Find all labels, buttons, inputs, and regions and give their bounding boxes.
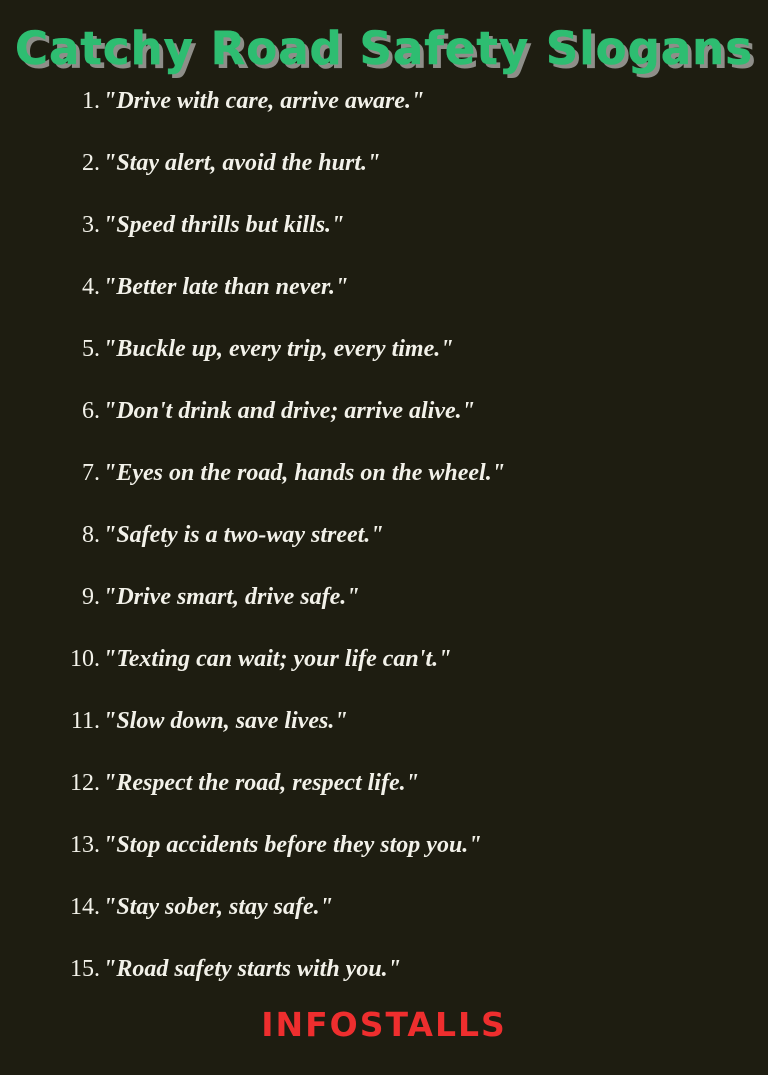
slogan-list-item [0, 771, 768, 795]
slogan-list-item [0, 275, 768, 299]
slogan-text: "Drive smart, drive safe." [103, 584, 360, 610]
slogan-text: "Slow down, save lives." [103, 708, 348, 734]
slogan-number: 1. [82, 88, 100, 114]
slogan-text: "Buckle up, every trip, every time." [103, 336, 454, 362]
slogan-text: "Safety is a two-way street." [103, 522, 384, 548]
slogan-number: 7. [82, 460, 100, 486]
slogan-list-item [0, 895, 768, 919]
slogan-number: 5. [82, 336, 100, 362]
slogan-text: "Speed thrills but kills." [103, 212, 345, 238]
slogan-text: "Texting can wait; your life can't." [103, 646, 452, 672]
slogan-number: 4. [82, 274, 100, 300]
slogan-list-item [0, 523, 768, 547]
slogan-number: 14. [70, 894, 100, 920]
slogan-list-item [0, 213, 768, 237]
slogan-list-item [0, 647, 768, 671]
slogan-text: "Don't drink and drive; arrive alive." [103, 398, 475, 424]
slogan-text: "Stop accidents before they stop you." [103, 832, 482, 858]
slogan-text: "Better late than never." [103, 274, 349, 300]
slogan-number: 13. [70, 832, 100, 858]
slogan-list-item [0, 461, 768, 485]
slogan-number: 12. [70, 770, 100, 796]
slogan-text: "Drive with care, arrive aware." [103, 88, 425, 114]
slogan-number: 15. [70, 956, 100, 982]
slogan-number: 6. [82, 398, 100, 424]
slogan-number: 11. [70, 708, 100, 734]
slogan-text: "Eyes on the road, hands on the wheel." [103, 460, 506, 486]
slogan-number: 10. [70, 646, 100, 672]
page-title: Catchy Road Safety Slogans [15, 22, 753, 75]
slogan-number: 2. [82, 150, 100, 176]
slogan-list-item [0, 833, 768, 857]
slogan-text: "Road safety starts with you." [103, 956, 402, 982]
slogan-number: 9. [82, 584, 100, 610]
slogan-text: "Stay alert, avoid the hurt." [103, 150, 381, 176]
slogan-list-item [0, 89, 768, 113]
slogan-list-item [0, 337, 768, 361]
slogan-number: 8. [82, 522, 100, 548]
slogan-text: "Stay sober, stay safe." [103, 894, 333, 920]
slogan-list [0, 89, 768, 1019]
slogan-text: "Respect the road, respect life." [103, 770, 419, 796]
slogan-list-item [0, 151, 768, 175]
slogan-list-item [0, 957, 768, 981]
slogan-number: 3. [82, 212, 100, 238]
brand-logo-text: INFOSTALLS [261, 1005, 507, 1044]
slogan-list-item [0, 585, 768, 609]
slogan-list-item [0, 709, 768, 733]
slogan-list-item [0, 399, 768, 423]
